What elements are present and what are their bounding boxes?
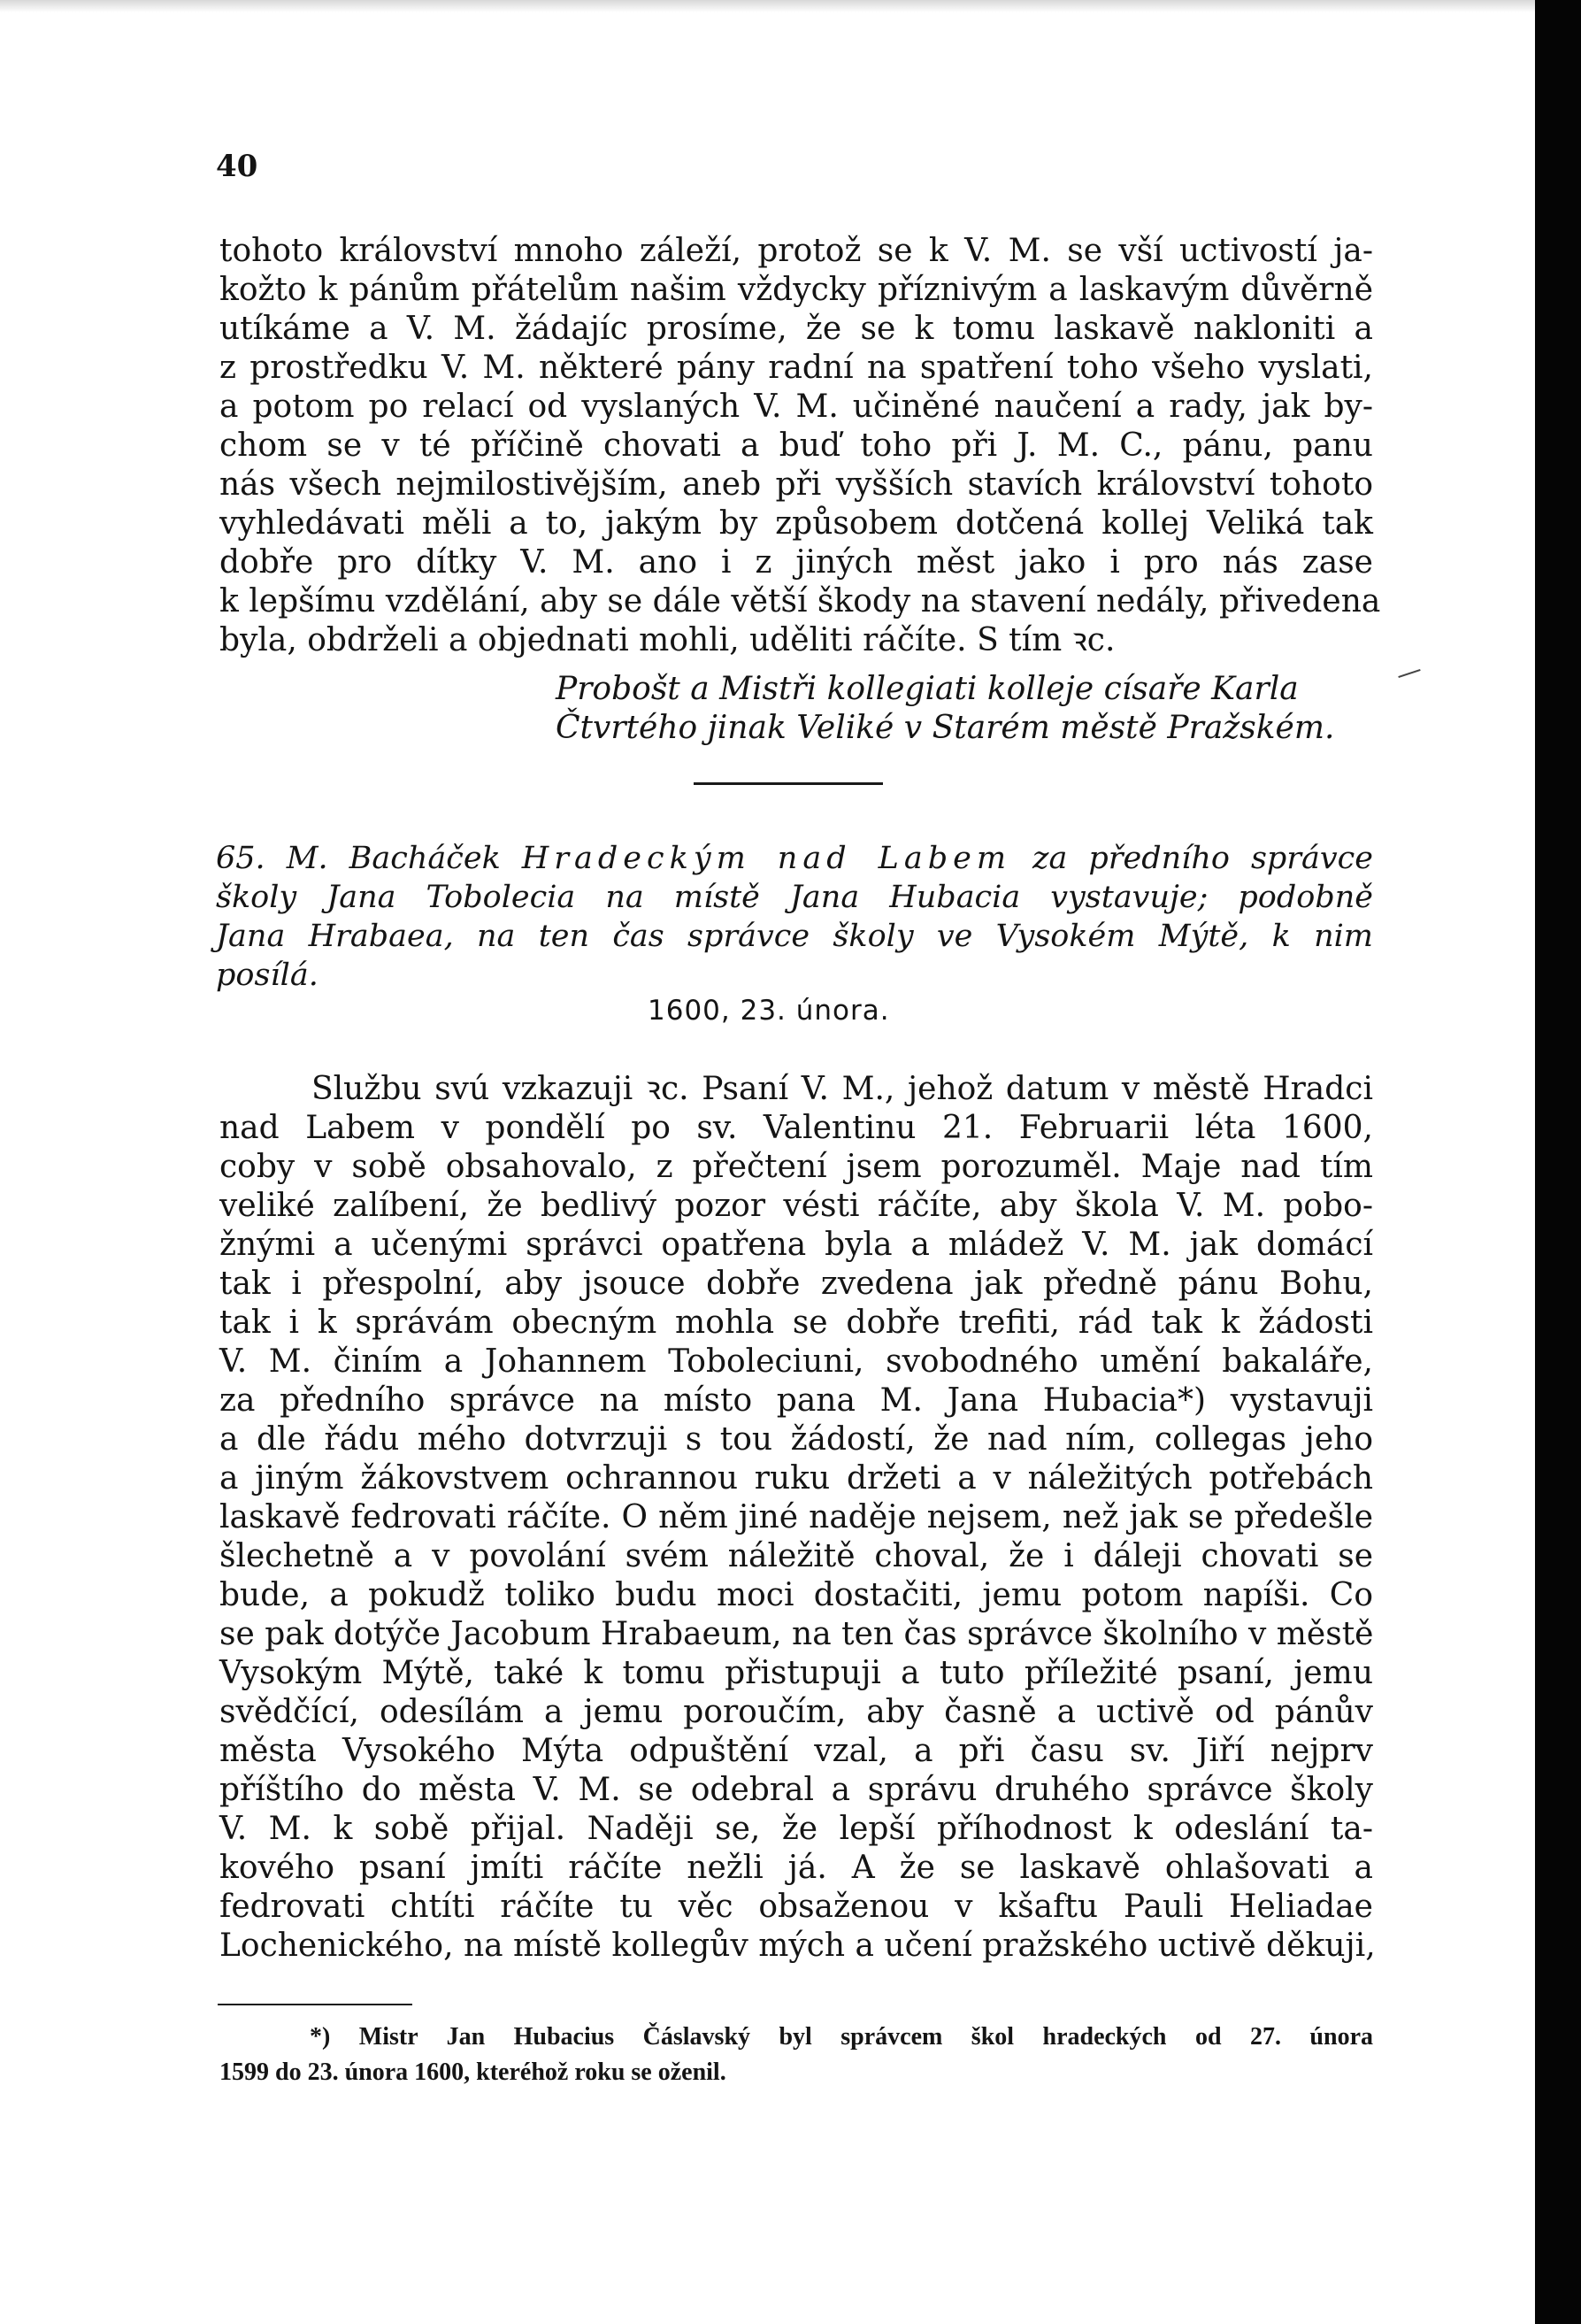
scan-edge <box>1535 0 1581 2324</box>
text-line: příštího do města V. M. se odebral a správu druhého správce školy <box>219 1772 1373 1808</box>
margin-mark <box>1398 669 1420 678</box>
text-line: dobře pro dítky V. M. ano i z jiných měst jako i pro nás zase <box>219 544 1373 581</box>
text-line: a dle řádu mého dotvrzuji s tou žádostí, že nad ním, collegas jeho <box>219 1421 1373 1458</box>
text-line: byla, obdrželi a objednati mohli, uděliti ráčíte. S tím ꝛc. <box>219 622 1116 658</box>
footnote-line: *) Mistr Jan Hubacius Čáslavský byl správcem škol hradeckých od 27. února <box>310 2023 1373 2051</box>
heading-line: posílá. <box>216 958 319 993</box>
heading-line <box>216 839 1373 878</box>
text-line: Vysokým Mýtě, také k tomu přistupuji a tuto příležité psaní, jemu <box>219 1655 1373 1691</box>
text-line: a jiným žákovstvem ochrannou ruku držeti a v náležitých potřebách <box>219 1460 1373 1497</box>
text-line: Lochenického, na místě kollegův mých a učení pražského uctivě děkuji, <box>219 1928 1376 1964</box>
page-number: 40 <box>216 149 258 184</box>
footnote-divider <box>218 2004 412 2005</box>
text-line: chom se v té příčině chovati a buď toho při J. M. C., pánu, panu <box>219 427 1373 464</box>
text-line: V. M. k sobě přijal. Naději se, že lepší příhodnost k odeslání ta- <box>219 1811 1373 1847</box>
heading-line: školy Jana Tobolecia na místě Jana Hubacia vystavuje; podobně <box>216 880 1373 915</box>
text-line: žnými a učenými správci opatřena byla a mládež V. M. jak domácí <box>219 1227 1373 1263</box>
text-line: a potom po relací od vyslaných V. M. učiněné naučení a rady, jak by- <box>219 389 1373 425</box>
text-line: z prostředku V. M. některé pány radní na spatření toho všeho vyslati, <box>219 350 1373 386</box>
previous-letter-text <box>219 232 1381 660</box>
text-line: tohoto království mnoho záleží, protož se k V. M. se vší uctivostí ja- <box>219 233 1373 269</box>
heading-line-rest: za předního správce <box>1011 841 1373 876</box>
document-heading <box>216 839 1373 995</box>
text-line: tak i k správám obecným mohla se dobře trefiti, rád tak k žádosti <box>219 1304 1373 1341</box>
signature-line: Čtvrtého jinak Veliké v Starém městě Pražském. <box>556 710 1335 746</box>
text-line: kového psaní jmíti ráčíte nežli já. A že se laskavě ohlašovati a <box>219 1850 1373 1886</box>
footnote <box>219 2020 1373 2090</box>
document-date: 1600, 23. února. <box>648 995 890 1027</box>
text-line: šlechetně a v povolání svém náležitě choval, že i dáleji chovati se <box>219 1538 1373 1574</box>
signature-line: Probošt a Mistři kollegiati kolleje císaře Karla <box>556 671 1299 707</box>
text-line: se pak dotýče Jacobum Hrabaeum, na ten čas správce školního v městě <box>219 1616 1374 1652</box>
text-line: nad Labem v pondělí po sv. Valentinu 21. Februarii léta 1600, <box>219 1110 1373 1146</box>
text-line: kožto k pánům přátelům našim vždycky příznivým a laskavým důvěrně <box>219 272 1373 308</box>
heading-line: Jana Hrabaea, na ten čas správce školy ve Vysokém Mýtě, k nim <box>216 919 1373 954</box>
text-line: bude, a pokudž toliko budu moci dostačiti, jemu potom napíši. Co <box>219 1577 1373 1613</box>
text-line: fedrovati chtíti ráčíte tu věc obsaženou v kšaftu Pauli Heliadae <box>219 1889 1373 1925</box>
heading-author: M. Bacháček <box>286 841 522 876</box>
text-line: laskavě fedrovati ráčíte. O něm jiné naděje nejsem, než jak se předešle <box>219 1499 1373 1535</box>
text-line: svědčící, odesílám a jemu poroučím, aby časně a uctivě od pánův <box>219 1694 1373 1730</box>
signature-block <box>556 670 1334 748</box>
text-line: za předního správce na místo pana M. Jana Hubacia*) vystavuji <box>219 1382 1373 1419</box>
text-line: tak i přespolní, aby jsouce dobře zvedena jak předně pánu Bohu, <box>219 1266 1373 1302</box>
text-line: nás všech nejmilostivějším, aneb při vyšších stavích království tohoto <box>219 466 1373 503</box>
scan-top-shadow <box>0 0 1581 12</box>
text-line: vyhledávati měli a to, jakým by způsobem dotčená kollej Veliká tak <box>219 505 1373 542</box>
document-number: 65. <box>216 841 265 876</box>
section-divider <box>694 782 883 785</box>
text-line: k lepšímu vzdělání, aby se dále větší škody na stavení nedály, přivedena <box>219 583 1381 619</box>
text-line: veliké zalíbení, že bedlivý pozor vésti ráčíte, aby škola V. M. pobo- <box>219 1188 1373 1224</box>
footnote-line: 1599 do 23. února 1600, kteréhož roku se oženil. <box>219 2059 726 2086</box>
text-line: Službu svú vzkazuji ꝛc. Psaní V. M., jehož datum v městě Hradci <box>311 1071 1373 1107</box>
text-line: V. M. činím a Johannem Toboleciuni, svobodného umění bakaláře, <box>219 1343 1373 1380</box>
letter-text <box>219 1070 1376 1966</box>
text-line: utíkáme a V. M. žádajíc prosíme, že se k tomu laskavě nakloniti a <box>219 311 1373 347</box>
heading-spaced-text: Hradeckým nad Labem <box>521 841 1012 876</box>
text-line: coby v sobě obsahovalo, z přečtení jsem porozuměl. Maje nad tím <box>219 1149 1373 1185</box>
text-line: města Vysokého Mýta odpuštění vzal, a při času sv. Jiří nejprv <box>219 1733 1373 1769</box>
